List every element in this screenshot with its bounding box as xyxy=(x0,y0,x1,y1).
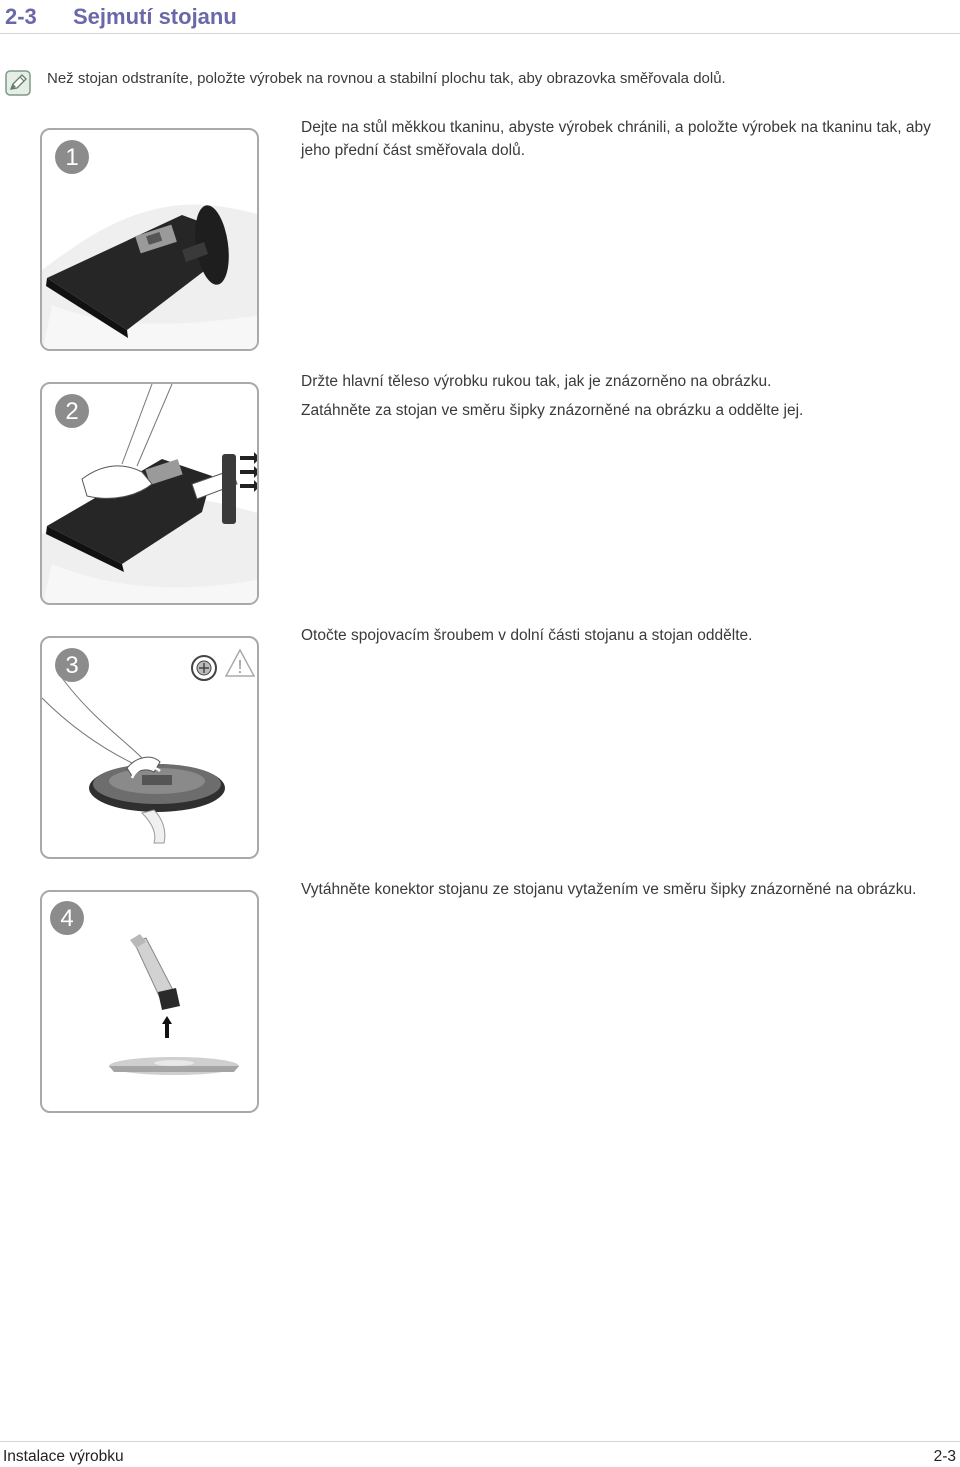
step-2-line-1: Držte hlavní těleso výrobku rukou tak, jak je znázorněno na obrázku. xyxy=(301,373,772,390)
caution-mark: ! xyxy=(237,657,243,677)
screw-symbol-icon xyxy=(192,656,216,680)
step-1-illustration xyxy=(40,128,259,351)
step-4-line: Vytáhněte konektor stojanu ze stojanu vytažením ve směru šipky znázorněné na obrázku. xyxy=(301,881,917,898)
step-4-illustration xyxy=(40,890,259,1113)
section-header xyxy=(0,0,960,34)
step-4-text xyxy=(301,878,951,907)
section-number: 2-3 xyxy=(5,4,37,29)
step-2-text xyxy=(301,370,951,428)
page-footer xyxy=(0,1441,960,1467)
step-2-illustration xyxy=(40,382,259,605)
section-title: Sejmutí stojanu xyxy=(73,4,237,29)
step-3-line: Otočte spojovacím šroubem v dolní části stojanu a stojan oddělte. xyxy=(301,627,753,644)
step-2-line-2: Zatáhněte za stojan ve směru šipky znázorněné na obrázku a oddělte jej. xyxy=(301,402,804,419)
note-pencil-icon xyxy=(5,70,31,96)
note-text: Než stojan odstraníte, položte výrobek na rovnou a stabilní plochu tak, aby obrazovka směřovala dolů. xyxy=(47,70,726,87)
step-1-text xyxy=(301,116,951,168)
step-3-text xyxy=(301,624,951,653)
step-1-line: Dejte na stůl měkkou tkaninu, abyste výrobek chránili, a položte výrobek na tkaninu tak, aby jeho přední část směřovala dolů. xyxy=(301,119,931,159)
footer-chapter: Instalace výrobku xyxy=(3,1448,124,1465)
step-3-badge: 3 xyxy=(65,652,79,679)
step-4-badge: 4 xyxy=(60,905,74,932)
footer-page-number: 2-3 xyxy=(933,1448,956,1465)
step-2-badge: 2 xyxy=(65,398,79,425)
step-1-badge: 1 xyxy=(65,144,79,171)
step-3-illustration xyxy=(40,636,259,859)
